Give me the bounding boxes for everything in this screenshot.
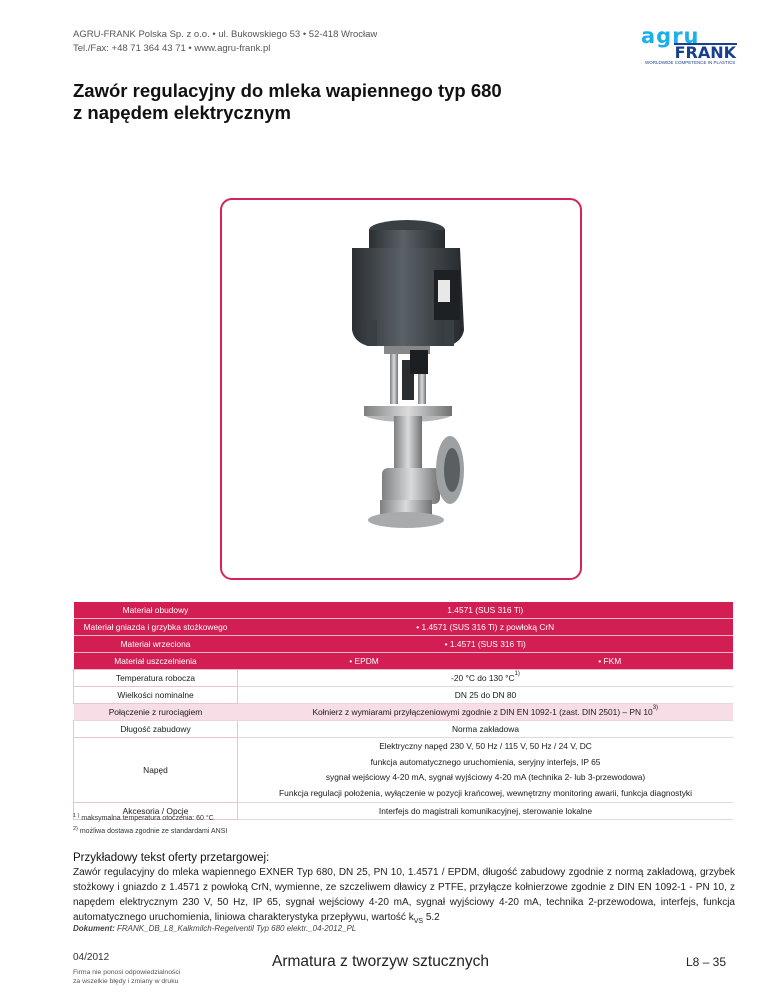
spec-value: Interfejs do magistrali komunikacyjnej, sterowanie lokalne (238, 803, 734, 820)
offer-text: Zawór regulacyjny do mleka wapiennego EXNER Typ 680, DN 25, PN 10, 1.4571 / EPDM, długość zabudowy zgodnie z normą zakładową, grzybek stożkowy i gniazdo z 1.4571 z powłoką CrN, wymienne, ze szczeliwem dławicy z PTFE, przyłącze kołnierzowe zgodnie z DIN EN 1092-1 - PN 10, z napędem elektrycznym 230 V, 50 Hz, IP 65, sygnał wejściowy 4-20 mA, sygnał wyjściowy 4-20 mA, technika 2-przewodowa, interfejs, funkcja automatycznego uruchomienia, liniowa charakterystyka przepływu, wartość $k_{VS}$ 5.2 (73, 867, 735, 925)
spec-label: Materiał obudowy (74, 602, 238, 619)
page-title (73, 80, 502, 124)
spec-row-sizes (74, 687, 734, 704)
offer-heading: Przykładowy tekst oferty przetargowej: (73, 852, 270, 864)
spec-label: Materiał uszczelnienia (74, 653, 238, 670)
disclaimer: Firma nie ponosi odpowiedzialności za wszelkie błędy i zmiany w druku (73, 969, 181, 985)
logo-tagline: WORLDWIDE COMPETENCE IN PLASTICS (645, 60, 736, 65)
spec-label: Napęd (74, 738, 238, 803)
actuator-line: sygnał wejściowy 4-20 mA, sygnał wyjściowy 4-20 mA (technika 2- lub 3-przewodowa) (325, 772, 646, 782)
spec-row-seat (74, 619, 734, 636)
spec-label: Akcesoria / Opcje (74, 803, 238, 820)
spec-value (238, 738, 734, 803)
spec-row-actuator (74, 738, 734, 803)
spec-row-length (74, 721, 734, 738)
spec-value: • 1.4571 (SUS 316 Ti) (238, 636, 734, 653)
spec-row-seal (74, 653, 734, 670)
actuator-line: funkcja automatycznego uruchomienia, seryjny interfejs, IP 65 (370, 756, 601, 767)
actuator-line: Elektryczny napęd 230 V, 50 Hz / 115 V, 50 Hz / 24 V, DC (379, 741, 592, 751)
document-reference: Dokument: FRANK_DB_L8_Kalkmilch-Regelventil Typ 680 elektr._04-2012_PL (73, 924, 357, 933)
spec-label: Materiał wrzeciona (74, 636, 238, 653)
spec-row-housing (74, 602, 734, 619)
specification-table (73, 602, 733, 820)
spec-label: Długość zabudowy (74, 721, 238, 738)
footnotes (73, 812, 227, 838)
spec-value (238, 653, 734, 670)
footer-section-title: Armatura z tworzyw sztucznych (272, 953, 490, 970)
spec-row-connection (74, 704, 734, 721)
spec-value: -20 °C do 130 $^\circ C^{1)}$ (238, 670, 734, 687)
title-line-2: z napędem elektrycznym (73, 102, 291, 123)
spec-value: 1.4571 (SUS 316 Ti) (238, 602, 734, 619)
footnote-ref: 3) (652, 705, 659, 711)
footnote-ref: 1) (514, 671, 520, 677)
company-address: AGRU-FRANK Polska Sp. z o.o. • ul. Bukowskiego 53 • 52-418 Wrocław (73, 29, 378, 40)
footnote-1: $^{1 )}$ maksymalna temperatura otoczenia: 60 °C (73, 813, 214, 822)
actuator-line: Funkcja regulacji położenia, wyłączenie w pozycji krańcowej, wewnętrzny monitoring awarii, funkcja diagnostyki (279, 787, 692, 798)
product-photo-frame (220, 198, 582, 580)
kvs-subscript: VS (413, 918, 424, 925)
agru-frank-logo (641, 24, 737, 65)
spec-value: Kołnierz z wymiarami przyłączeniowymi zgodnie z DIN EN 1092-1 (zast. DIN 2501) – PN 10$^{3)}$ (238, 704, 734, 721)
logo-frank: FRANK (674, 43, 736, 62)
spec-row-temperature (74, 670, 734, 687)
logo-agru: agru (641, 24, 700, 48)
spec-value: • 1.4571 (SUS 316 Ti) z powłoką CrN (238, 619, 734, 636)
spec-row-stem (74, 636, 734, 653)
company-contact: Tel./Fax: +48 71 364 43 71 • www.agru-frank.pl (73, 43, 271, 54)
seal-option-epdm: • EPDM (349, 656, 379, 666)
spec-label: Materiał gniazda i grzybka stożkowego (74, 619, 238, 636)
valve-illustration (222, 200, 580, 578)
page-number: L8 – 35 (685, 955, 726, 969)
title-line-1: Zawór regulacyjny do mleka wapiennego typ 680 (73, 80, 502, 101)
seal-option-fkm: • FKM (598, 656, 622, 666)
spec-value: Norma zakładowa (238, 721, 734, 738)
company-header (73, 28, 377, 56)
spec-value: DN 25 do DN 80 (238, 687, 734, 704)
spec-label: Połączenie z rurociągiem (74, 704, 238, 721)
footnote-2: $^{2)}$ możliwa dostawa zgodnie ze standardami ANSI (73, 826, 228, 835)
issue-date: 04/2012 (73, 952, 110, 963)
spec-label: Temperatura robocza (74, 670, 238, 687)
spec-label: Wielkości nominalne (74, 687, 238, 704)
